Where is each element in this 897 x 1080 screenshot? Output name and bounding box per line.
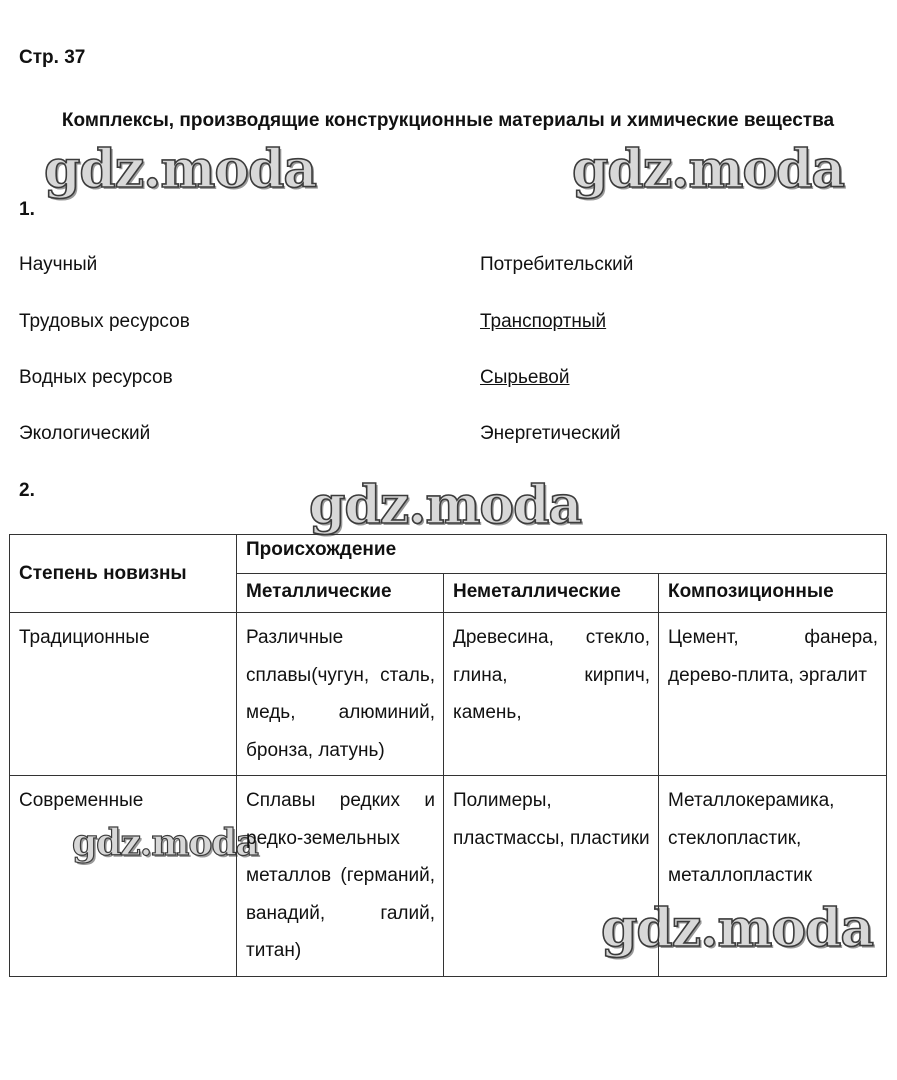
table-cell: Сплавы редких и редко-земельных металлов (германий, ванадий, галий, титан): [237, 776, 444, 977]
complex-item: Потребительский: [480, 254, 634, 275]
complex-item: Трудовых ресурсов: [19, 311, 190, 332]
complex-item: Научный: [19, 254, 98, 275]
page-title: Комплексы, производящие конструкционные материалы и химические вещества: [61, 110, 835, 131]
watermark-logo: gdz.moda: [572, 139, 845, 200]
column-header-composite: Композиционные: [659, 574, 887, 613]
materials-table: [9, 534, 887, 977]
page-number: Стр. 37: [19, 47, 86, 68]
complex-item: Водных ресурсов: [19, 367, 173, 388]
complex-item-underlined: Транспортный: [480, 311, 607, 332]
complex-item: Энергетический: [480, 423, 621, 444]
complex-item-underlined: Сырьевой: [480, 367, 570, 388]
task-2-label: 2.: [19, 480, 35, 501]
table-cell: Металлокерамика, стеклопластик, металлопластик: [659, 776, 887, 977]
table-cell: Различные сплавы(чугун, сталь, медь, алюминий, бронза, латунь): [237, 613, 444, 776]
table-cell: Цемент, фанера, дерево-плита, эргалит: [659, 613, 887, 776]
watermark-logo: gdz.moda: [601, 898, 874, 959]
task-1-label: 1.: [19, 199, 35, 220]
group-header-origin: Происхождение: [237, 535, 887, 574]
table-row: [10, 776, 887, 977]
row-header-novelty: Степень новизны: [10, 535, 237, 613]
watermark-logo: gdz.moda: [72, 822, 258, 864]
watermark-logo: gdz.moda: [309, 475, 582, 536]
watermark-logo: gdz.moda: [44, 139, 317, 200]
column-header-metallic: Металлические: [237, 574, 444, 613]
row-label-traditional: Традиционные: [10, 613, 237, 776]
column-header-nonmetallic: Неметаллические: [444, 574, 659, 613]
complex-item: Экологический: [19, 423, 151, 444]
row-label-modern: Современные: [10, 776, 237, 977]
table-cell: Древесина, стекло, глина, кирпич, камень,: [444, 613, 659, 776]
table-cell: Полимеры, пластмассы, пластики: [444, 776, 659, 977]
table-row: [10, 613, 887, 776]
